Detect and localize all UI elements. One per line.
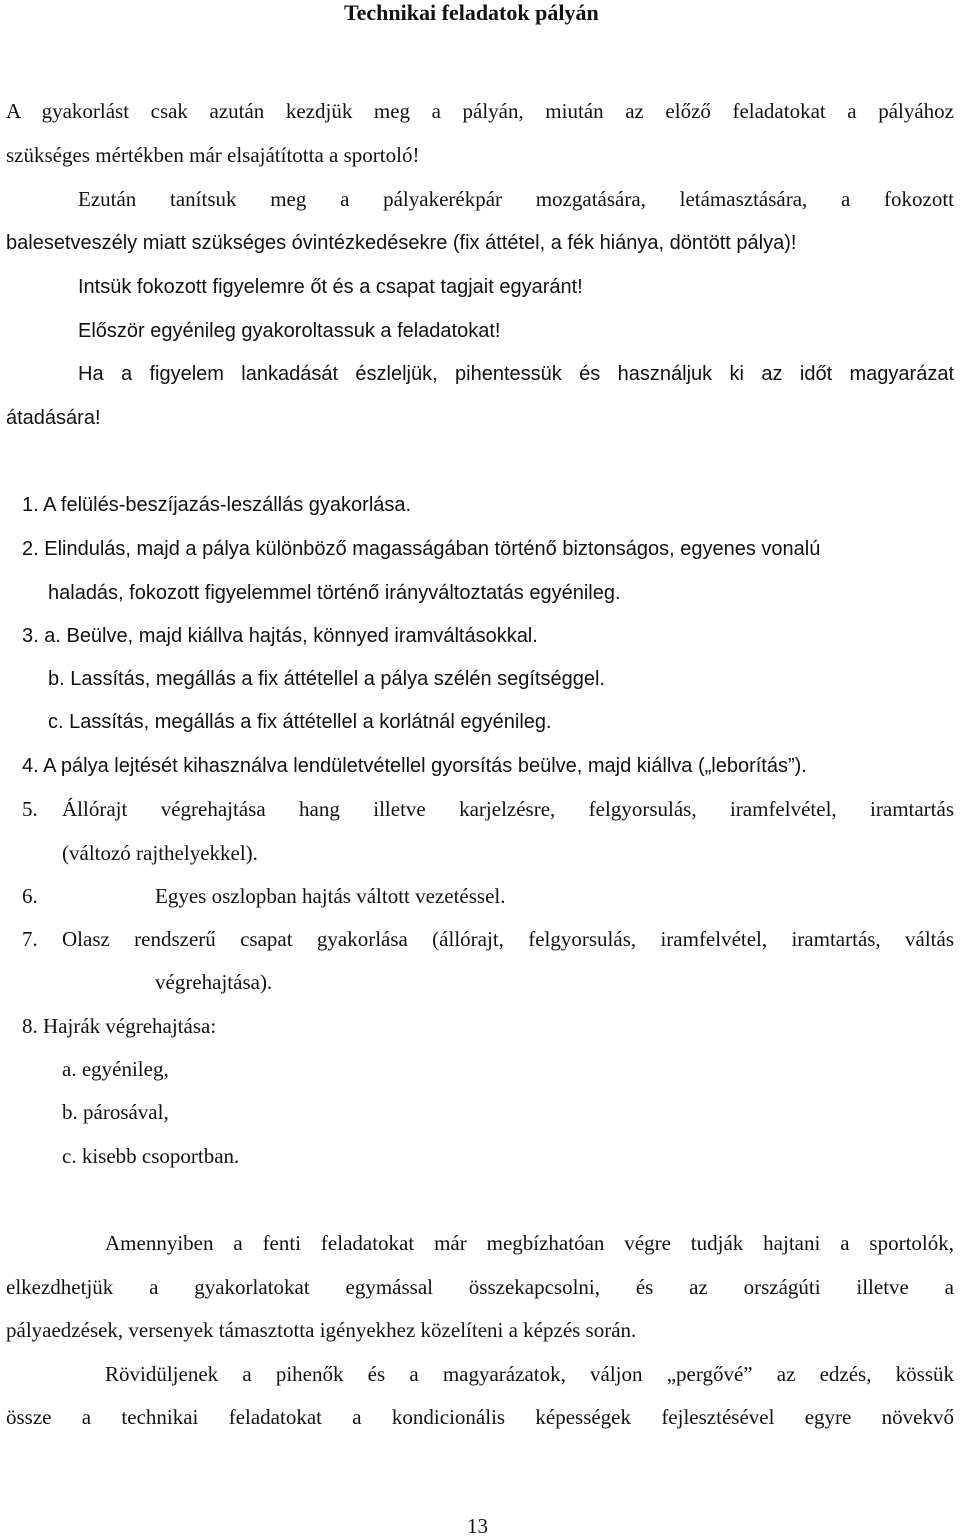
intro-line: balesetveszély miatt szükséges óvintézkedésekre (fix áttétel, a fék hiánya, döntött pálya)! xyxy=(6,232,797,254)
list-subitem: b. Lassítás, megállás a fix áttétellel a pálya szélén segítséggel. xyxy=(48,668,605,690)
page-number: 13 xyxy=(467,1514,488,1538)
closing-line: Amennyiben a fenti feladatokat már megbízhatóan végre tudják hajtani a sportolók, xyxy=(105,1231,954,1255)
list-subitem: a. egyénileg, xyxy=(62,1057,169,1081)
list-number: 7. xyxy=(22,927,38,951)
intro-line: szükséges mértékben már elsajátította a sportoló! xyxy=(6,143,420,167)
list-item: 8. Hajrák végrehajtása: xyxy=(22,1014,217,1038)
list-item: 2. Elindulás, majd a pálya különböző magasságában történő biztonságos, egyenes vonalú xyxy=(22,538,821,560)
intro-line: A gyakorlást csak azután kezdjük meg a pályán, miután az előző feladatokat a pályához xyxy=(6,99,954,123)
intro-line: Intsük fokozott figyelemre őt és a csapat tagjait egyaránt! xyxy=(78,276,583,298)
list-item: Olasz rendszerű csapat gyakorlása (állórajt, felgyorsulás, iramfelvétel, iramtartás, váltás xyxy=(62,927,954,951)
list-number: 5. xyxy=(22,797,38,821)
closing-line: pályaedzések, versenyek támasztotta igényekhez közelíteni a képzés során. xyxy=(6,1318,637,1342)
list-item-continuation: haladás, fokozott figyelemmel történő irányváltoztatás egyénileg. xyxy=(48,582,621,604)
list-subitem: c. kisebb csoportban. xyxy=(62,1144,240,1168)
list-item: 3. a. Beülve, majd kiállva hajtás, könnyed iramváltásokkal. xyxy=(22,625,538,647)
list-item: Állórajt végrehajtása hang illetve karjelzésre, felgyorsulás, iramfelvétel, iramtartás xyxy=(62,797,954,821)
list-item: 4. A pálya lejtését kihasználva lendületvétellel gyorsítás beülve, majd kiállva („leborítás”). xyxy=(22,755,807,777)
intro-line: Ha a figyelem lankadását észleljük, pihentessük és használjuk ki az időt magyarázat xyxy=(78,363,954,385)
list-subitem: b. párosával, xyxy=(62,1100,169,1124)
closing-line: Rövidüljenek a pihenők és a magyarázatok, váljon „pergővé” az edzés, kössük xyxy=(105,1362,954,1386)
list-item-continuation: végrehajtása). xyxy=(155,970,273,994)
list-item: Egyes oszlopban hajtás váltott vezetéssel. xyxy=(155,884,506,908)
intro-line: átadására! xyxy=(6,407,101,429)
closing-line: össze a technikai feladatokat a kondicionális képességek fejlesztésével egyre növekvő xyxy=(6,1405,954,1429)
page-title: Technikai feladatok pályán xyxy=(344,0,599,25)
list-subitem: c. Lassítás, megállás a fix áttétellel a korlátnál egyénileg. xyxy=(48,711,552,733)
list-item-continuation: (változó rajthelyekkel). xyxy=(62,841,258,865)
intro-line: Először egyénileg gyakoroltassuk a feladatokat! xyxy=(78,320,501,342)
intro-line: Ezután tanítsuk meg a pályakerékpár mozgatására, letámasztására, a fokozott xyxy=(78,187,954,211)
list-item: 1. A felülés-beszíjazás-leszállás gyakorlása. xyxy=(22,494,412,516)
list-number: 6. xyxy=(22,884,38,908)
closing-line: elkezdhetjük a gyakorlatokat egymással összekapcsolni, és az országúti illetve a xyxy=(6,1275,954,1299)
